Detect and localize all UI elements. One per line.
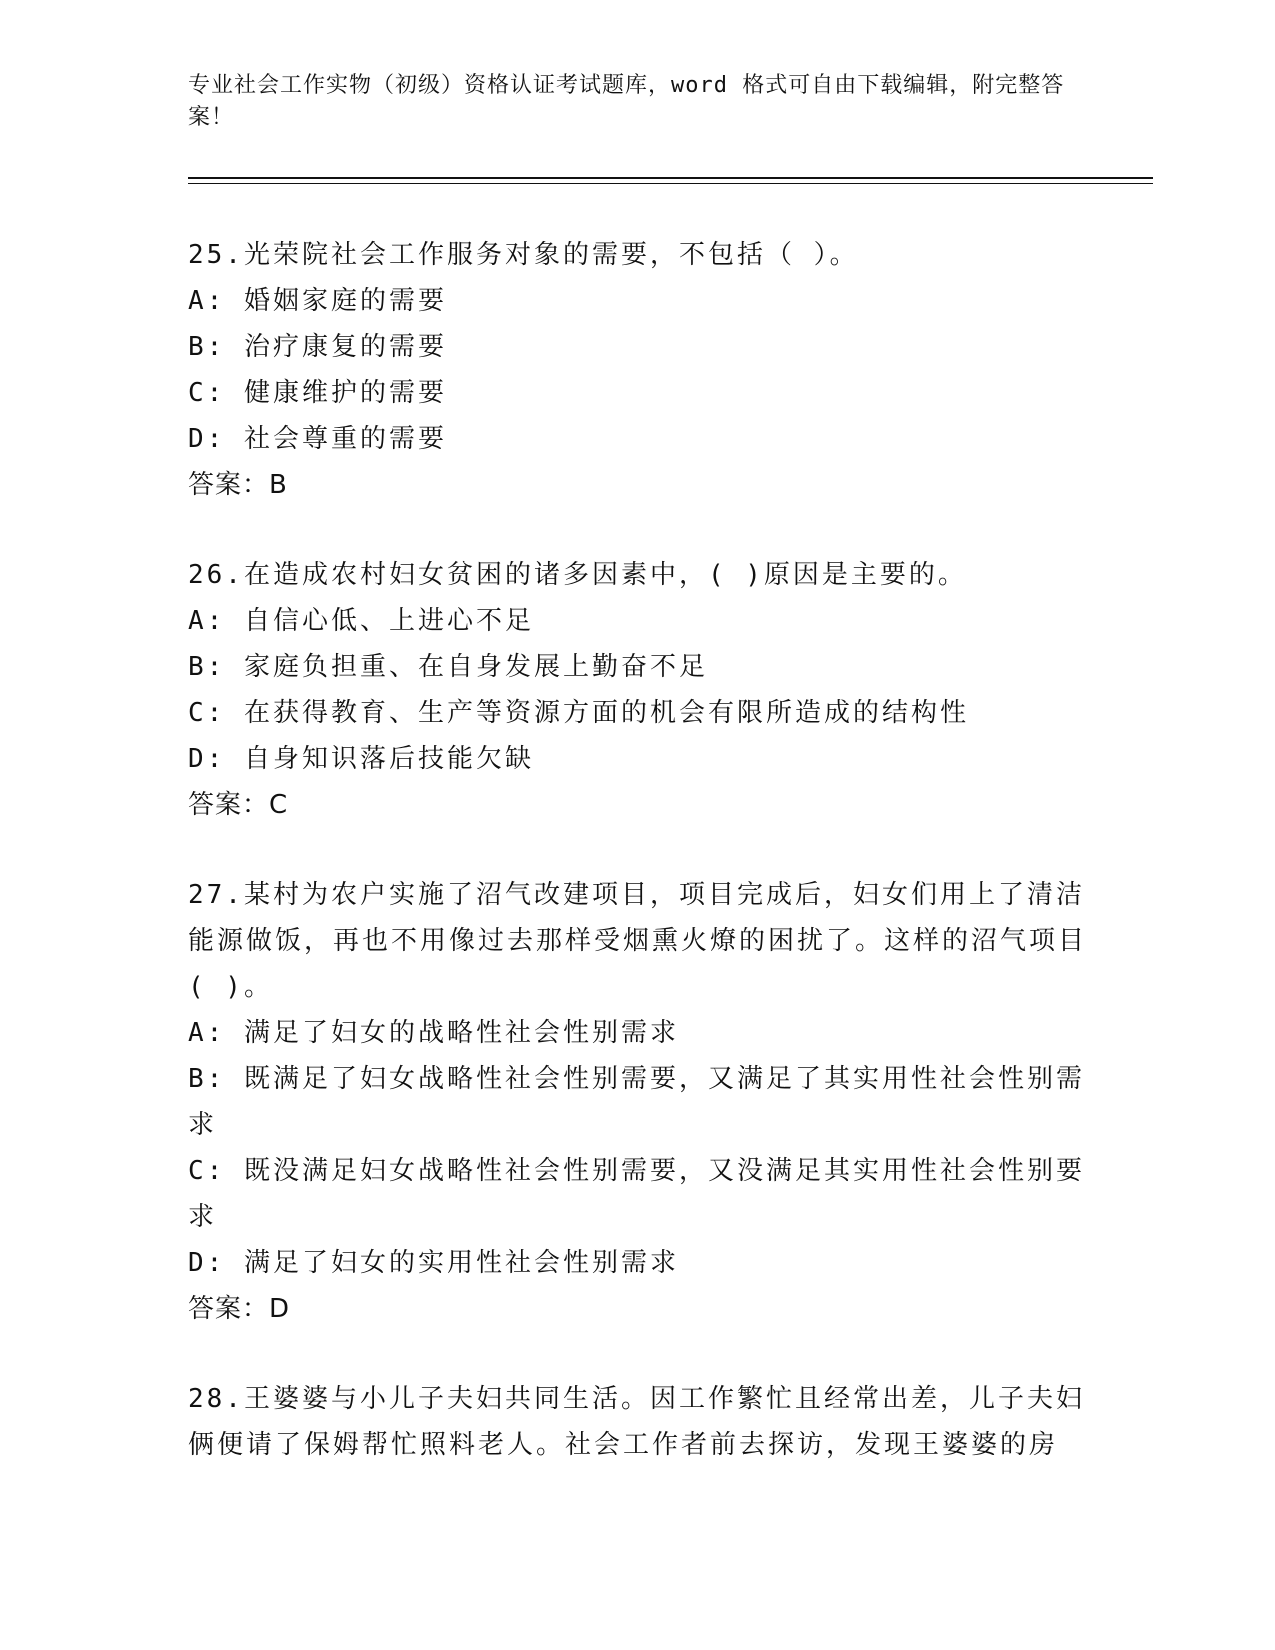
option-d: D: 满足了妇女的实用性社会性别需求 xyxy=(188,1248,679,1278)
answer: 答案：B xyxy=(188,470,288,500)
question-28 xyxy=(188,1376,1088,1468)
question-27 xyxy=(188,872,1088,1332)
question-stem: 28.王婆婆与小儿子夫妇共同生活。因工作繁忙且经常出差，儿子夫妇俩便请了保姆帮忙照料老人。社会工作者前去探访，发现王婆婆的房 xyxy=(188,1384,1085,1460)
option-a: A: 自信心低、上进心不足 xyxy=(188,606,534,636)
answer: 答案：D xyxy=(188,1294,291,1324)
option-a: A: 婚姻家庭的需要 xyxy=(188,286,447,316)
option-b: B: 既满足了妇女战略性社会性别需要，又满足了其实用性社会性别需求 xyxy=(188,1064,1085,1140)
option-b: B: 家庭负担重、在自身发展上勤奋不足 xyxy=(188,652,708,682)
answer: 答案：C xyxy=(188,790,289,820)
question-26 xyxy=(188,552,1088,828)
question-stem: 26.在造成农村妇女贫困的诸多因素中，( )原因是主要的。 xyxy=(188,560,967,590)
option-a: A: 满足了妇女的战略性社会性别需求 xyxy=(188,1018,679,1048)
question-stem: 25.光荣院社会工作服务对象的需要，不包括（ ）。 xyxy=(188,240,859,270)
option-c: C: 在获得教育、生产等资源方面的机会有限所造成的结构性 xyxy=(188,698,969,728)
option-c: C: 既没满足妇女战略性社会性别需要，又没满足其实用性社会性别要求 xyxy=(188,1156,1085,1232)
question-25 xyxy=(188,232,1088,508)
header-rule-thick xyxy=(188,177,1153,179)
option-b: B: 治疗康复的需要 xyxy=(188,332,447,362)
option-d: D: 自身知识落后技能欠缺 xyxy=(188,744,534,774)
question-stem: 27.某村为农户实施了沼气改建项目，项目完成后，妇女们用上了清洁能源做饭，再也不用像过去那样受烟熏火燎的困扰了。这样的沼气项目( )。 xyxy=(188,880,1088,1002)
header-rule-thin xyxy=(188,183,1153,184)
question-list xyxy=(188,232,1088,1512)
option-c: C: 健康维护的需要 xyxy=(188,378,447,408)
option-d: D: 社会尊重的需要 xyxy=(188,424,447,454)
document-header: 专业社会工作实物（初级）资格认证考试题库，word 格式可自由下载编辑，附完整答案！ xyxy=(188,73,1065,130)
